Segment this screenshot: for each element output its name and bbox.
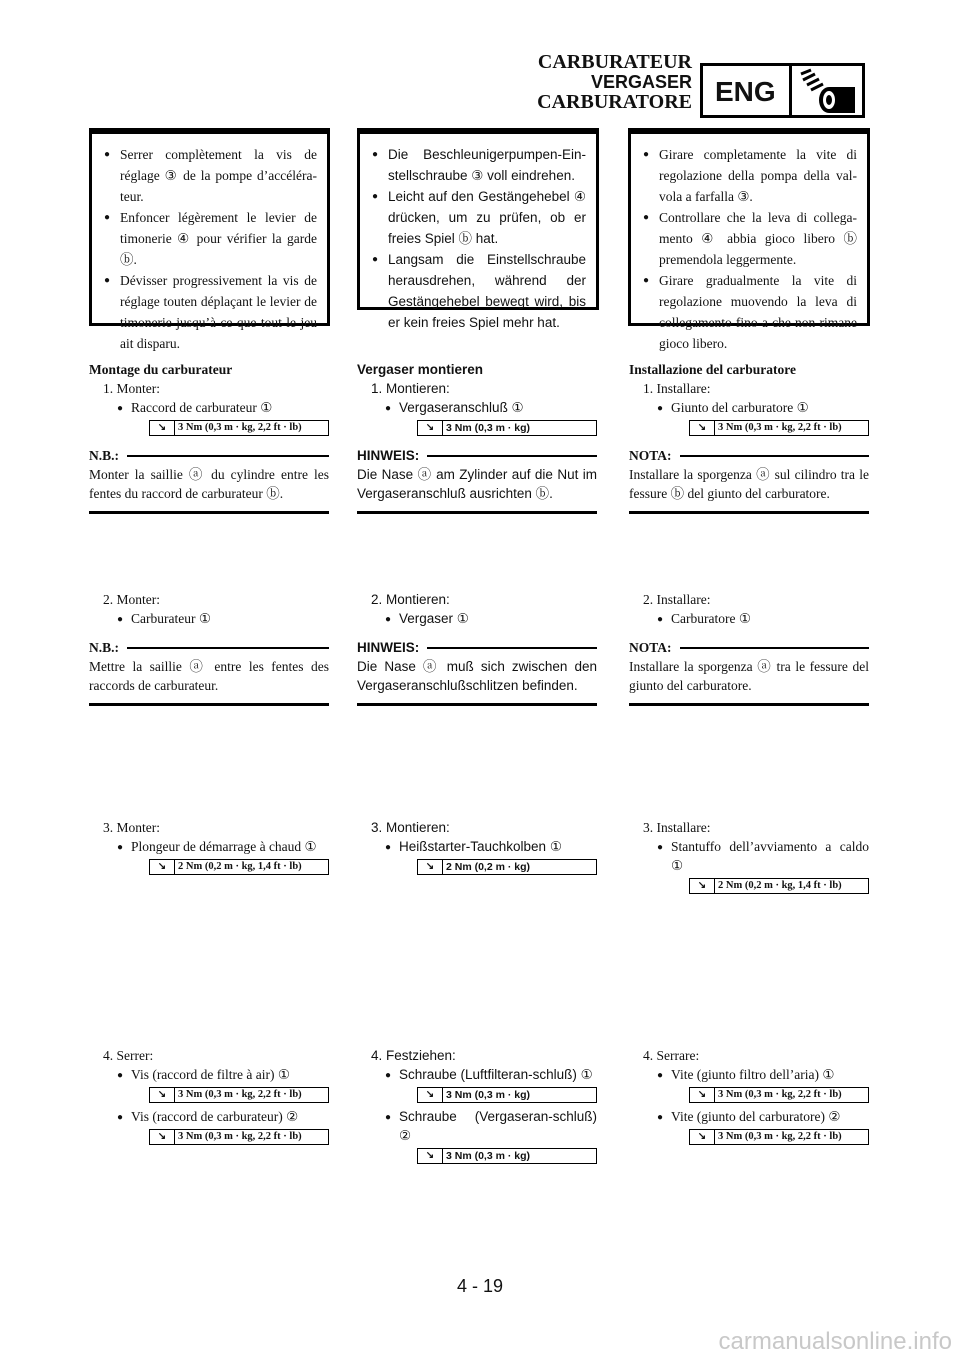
fr-nb-2-header [89, 638, 329, 657]
it-step-1: 1. Installare: [643, 381, 711, 396]
it-step-2-item: ● Carburatore ① [629, 609, 869, 628]
de-section-1 [357, 360, 597, 514]
note-de-2: ● Leicht auf den Gestängehebel ④ drücken, um zu prüfen, ob er freies Spiel ⓑ hat. [372, 186, 586, 249]
wrench-icon: ↘ [690, 879, 715, 893]
wrench-icon: ↘ [150, 1088, 175, 1102]
fr-step-4-item-1: ● Vis (raccord de filtre à air) ① [89, 1065, 329, 1084]
torque-spec [149, 859, 329, 875]
fr-nb-1-text: Monter la saillie ⓐ du cylindre entre les fentes du raccord de carburateur ⓑ. [89, 467, 329, 501]
nb-end-rule [629, 703, 869, 706]
torque-spec [149, 420, 329, 436]
nb-label: NOTA: [629, 448, 672, 463]
it-section-2 [629, 590, 869, 706]
fr-step-1-item: ● Raccord de carburateur ① [89, 398, 329, 417]
wrench-icon: ↘ [690, 421, 715, 435]
torque-spec [417, 859, 597, 875]
nb-end-rule [357, 703, 597, 706]
it-section-4 [629, 1046, 869, 1149]
nb-label: N.B.: [89, 448, 119, 463]
wrench-icon: ↘ [150, 421, 175, 435]
it-step-4-item-2: ● Vite (giunto del carburatore) ② [629, 1107, 869, 1126]
de-step-2-item: ● Vergaser ① [357, 609, 597, 628]
de-step-3-item: ● Heißstarter-Tauchkolben ① [357, 837, 597, 856]
wrench-icon: ↘ [418, 1088, 443, 1102]
it-nb-2-text: Installare la sporgenza ⓐ tra le fessure del giunto del carburatore. [629, 659, 869, 693]
note-de-1: ● Die Beschleunigerpumpen-Ein-stellschraube ③ voll eindrehen. [372, 144, 586, 186]
note-it-2: ● Controllare che la leva di collega-mento ④ abbia gioco libero ⓑ premendola leggermente. [643, 207, 857, 270]
engine-piston-icon [795, 68, 863, 116]
it-section-1 [629, 360, 869, 514]
nb-rule [427, 455, 597, 457]
torque-spec [417, 1148, 597, 1164]
de-heading: Vergaser montieren [357, 362, 484, 377]
torque-spec [149, 1087, 329, 1103]
note-box-de [357, 128, 599, 330]
fr-step-4-item-2: ● Vis (raccord de carburateur) ② [89, 1107, 329, 1126]
it-step-2: 2. Installare: [643, 592, 711, 607]
torque-spec [689, 1087, 869, 1103]
torque-value: 3 Nm (0,3 m · kg, 2,2 ft · lb) [178, 1089, 302, 1100]
note-box-fr [89, 128, 330, 351]
de-nb-1-text: Die Nase ⓐ am Zylinder auf die Nut im Vergaseranschluß ausrichten ⓑ. [357, 467, 597, 501]
torque-value: 3 Nm (0,3 m · kg) [446, 1150, 531, 1162]
wrench-icon: ↘ [418, 1149, 443, 1163]
it-heading: Installazione del carburatore [629, 362, 796, 377]
fr-step-4: 4. Serrer: [103, 1048, 154, 1063]
fr-section-2 [89, 590, 329, 706]
fr-section-4 [89, 1046, 329, 1149]
torque-spec [417, 1087, 597, 1103]
it-section-3 [629, 818, 869, 898]
note-fr-3: ● Dévisser progressivement la vis de réglage touten déplaçant le levier de timonerie jusqu’à ce que tout le jeu ait disparu. [104, 270, 317, 354]
de-section-2 [357, 590, 597, 706]
it-step-4-item-1: ● Vite (giunto filtro dell’aria) ① [629, 1065, 869, 1084]
de-step-4-item-2: ● Schraube (Vergaseran-schluß) ② [357, 1107, 597, 1145]
nb-label: HINWEIS: [357, 448, 420, 463]
fr-step-3: 3. Monter: [103, 820, 160, 835]
torque-value: 3 Nm (0,3 m · kg, 2,2 ft · lb) [178, 1131, 302, 1142]
title-de: VERGASER [590, 72, 692, 92]
note-it-1: ● Girare completamente la vite di regolazione della pompa della val-vola a farfalla ③. [643, 144, 857, 207]
fr-section-3 [89, 818, 329, 879]
de-step-4-item-1: ● Schraube (Luftfilteran-schluß) ① [357, 1065, 597, 1084]
torque-value: 3 Nm (0,3 m · kg, 2,2 ft · lb) [718, 1131, 842, 1142]
de-step-4: 4. Festziehen: [371, 1048, 456, 1063]
torque-value: 2 Nm (0,2 m · kg) [446, 861, 531, 873]
nb-label: HINWEIS: [357, 640, 420, 655]
torque-value: 3 Nm (0,3 m · kg) [446, 422, 531, 434]
nb-end-rule [357, 511, 597, 514]
nb-rule [680, 455, 870, 457]
fr-step-2-item: ● Carburateur ① [89, 609, 329, 628]
de-step-1-item: ● Vergaseranschluß ① [357, 398, 597, 417]
torque-spec [689, 878, 869, 894]
fr-heading: Montage du carburateur [89, 362, 233, 377]
fr-nb-2-text: Mettre la saillie ⓐ entre les fentes des raccords de carburateur. [89, 659, 329, 693]
fr-step-3-item: ● Plongeur de démarrage à chaud ① [89, 837, 329, 856]
torque-spec [689, 420, 869, 436]
note-de-3: ● Langsam die Einstellschraube herausdrehen, während der Gestängehebel bewegt wird, bis er kein freies Spiel mehr hat. [372, 249, 586, 333]
wrench-icon: ↘ [150, 1130, 175, 1144]
de-step-1: 1. Montieren: [371, 381, 450, 396]
it-nb-1-header [629, 446, 869, 465]
nb-label: NOTA: [629, 640, 672, 655]
wrench-icon: ↘ [690, 1088, 715, 1102]
nb-rule [127, 647, 329, 649]
torque-spec [689, 1129, 869, 1145]
de-section-4 [357, 1046, 597, 1168]
it-step-3-item: ● Stantuffo dell’avviamento a caldo ① [629, 837, 869, 875]
fr-section-1 [89, 360, 329, 514]
nb-end-rule [89, 703, 329, 706]
nb-rule [680, 647, 870, 649]
torque-value: 2 Nm (0,2 m · kg, 1,4 ft · lb) [718, 880, 842, 891]
torque-value: 3 Nm (0,3 m · kg, 2,2 ft · lb) [178, 422, 302, 433]
page-number: 4 - 19 [456, 1276, 504, 1296]
fr-nb-1-header [89, 446, 329, 465]
de-nb-2-header [357, 638, 597, 657]
torque-value: 3 Nm (0,3 m · kg) [446, 1089, 531, 1101]
de-step-3: 3. Montieren: [371, 820, 450, 835]
wrench-icon: ↘ [150, 860, 175, 874]
de-section-3 [357, 818, 597, 879]
torque-value: 3 Nm (0,3 m · kg, 2,2 ft · lb) [718, 1089, 842, 1100]
fr-step-1: 1. Monter: [103, 381, 160, 396]
nb-label: N.B.: [89, 640, 119, 655]
note-fr-2: ● Enfoncer légèrement le levier de timonerie ④ pour vérifier la garde ⓑ. [104, 207, 317, 270]
note-box-it [628, 128, 870, 351]
section-badge-label: ENG [715, 76, 776, 107]
it-nb-2-header [629, 638, 869, 657]
wrench-icon: ↘ [418, 421, 443, 435]
nb-rule [427, 647, 597, 649]
torque-spec [417, 420, 597, 436]
title-fr: CARBURATEUR [537, 51, 692, 73]
watermark: carmanualsonline.info [718, 1328, 952, 1355]
nb-end-rule [89, 511, 329, 514]
it-step-1-item: ● Giunto del carburatore ① [629, 398, 869, 417]
torque-value: 2 Nm (0,2 m · kg, 1,4 ft · lb) [178, 861, 302, 872]
de-nb-1-header [357, 446, 597, 465]
wrench-icon: ↘ [418, 860, 443, 874]
badge-divider [789, 66, 792, 115]
wrench-icon: ↘ [690, 1130, 715, 1144]
torque-spec [149, 1129, 329, 1145]
torque-value: 3 Nm (0,3 m · kg, 2,2 ft · lb) [718, 422, 842, 433]
note-it-3: ● Girare gradualmente la vite di regolazione muovendo la leva di collegamento fino a che non rimane gioco libero. [643, 270, 857, 354]
it-step-3: 3. Installare: [643, 820, 711, 835]
note-fr-1: ● Serrer complètement la vis de réglage ③ de la pompe d’accéléra-teur. [104, 144, 317, 207]
de-nb-2-text: Die Nase ⓐ muß sich zwischen den Vergaseranschlußschlitzen befinden. [357, 659, 597, 693]
nb-end-rule [629, 511, 869, 514]
it-nb-1-text: Installare la sporgenza ⓐ sul cilindro tra le fessure ⓑ del giunto del carburatore. [629, 467, 869, 501]
it-step-4: 4. Serrare: [643, 1048, 700, 1063]
fr-step-2: 2. Monter: [103, 592, 160, 607]
section-badge [700, 63, 865, 118]
de-step-2: 2. Montieren: [371, 592, 450, 607]
nb-rule [127, 455, 329, 457]
title-it: CARBURATORE [537, 91, 692, 113]
